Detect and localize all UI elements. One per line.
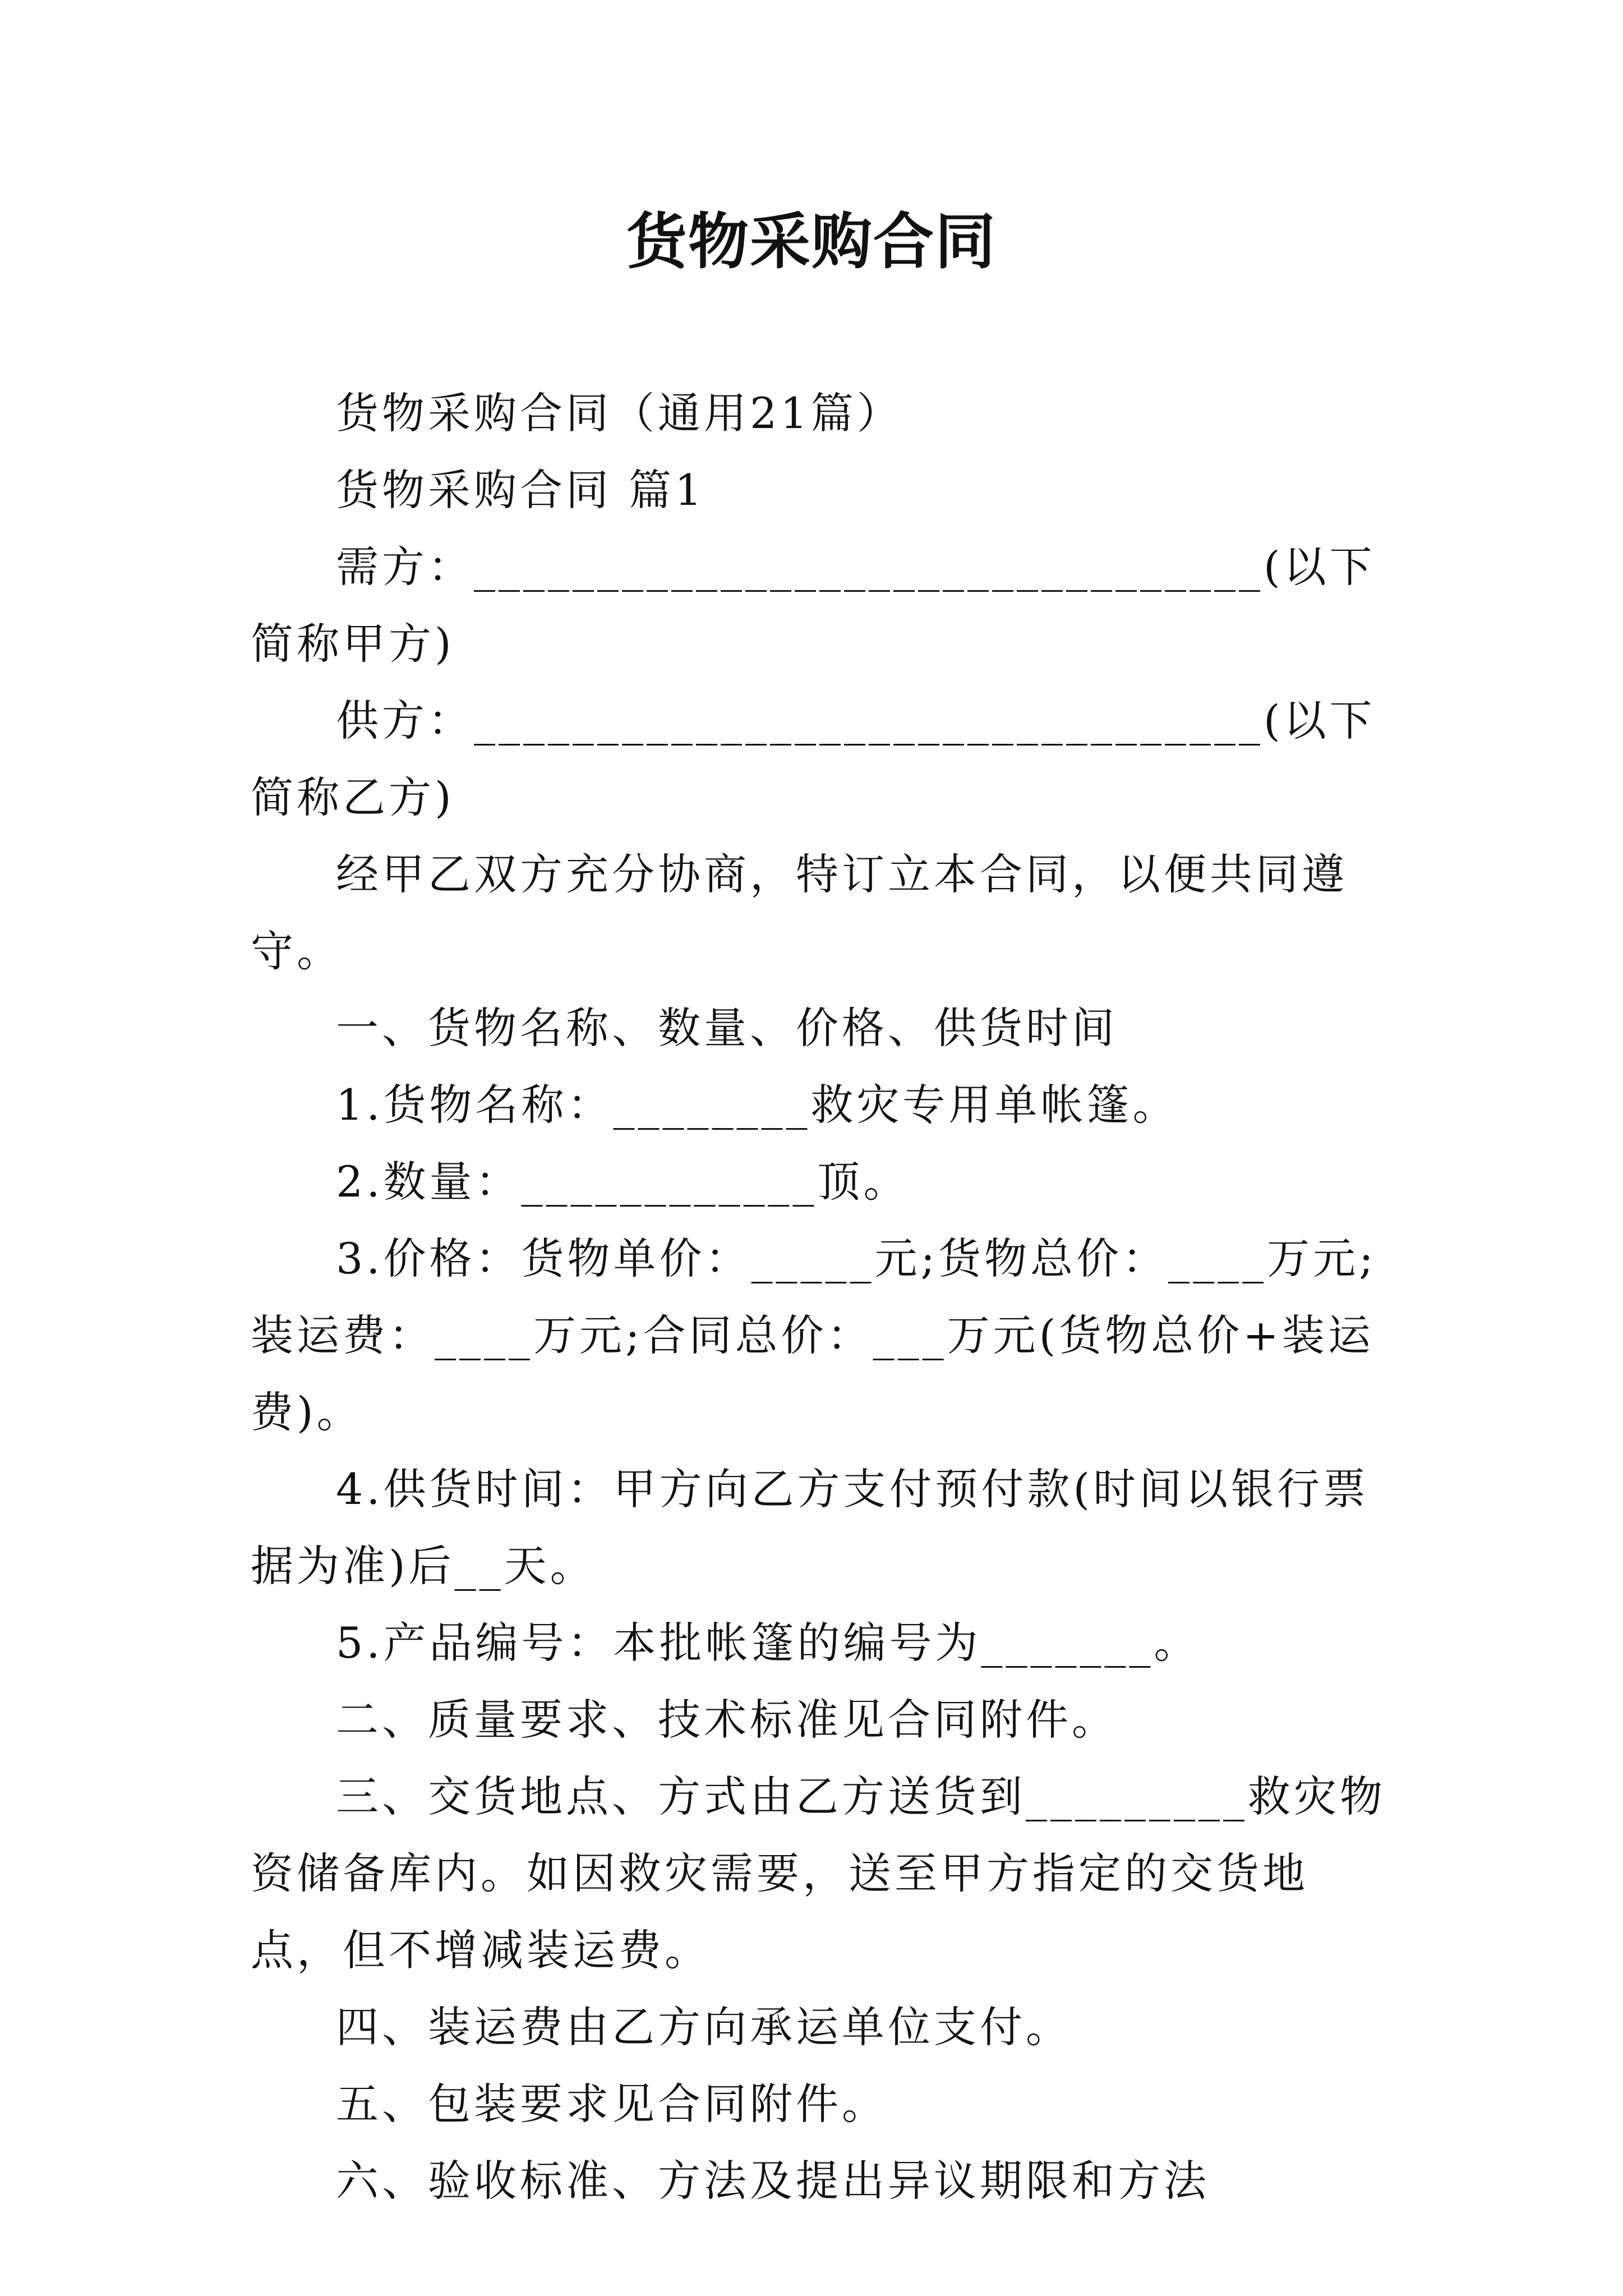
paragraph-subtitle: 货物采购合同（通用21篇） [336, 388, 903, 438]
paragraph-clause-5: 五、包装要求见合同附件。 [336, 2079, 888, 2129]
paragraph-clause-6: 六、验收标准、方法及提出异议期限和方法 [336, 2156, 1210, 2206]
paragraph-clause-2: 二、质量要求、技术标准见合同附件。 [336, 1695, 1118, 1745]
paragraph-item-3: 3.价格：货物单价：_____元;货物总价：____万元;装运费：____万元;合同总价：___万元(货物总价+装运费)。 [251, 1234, 1377, 1437]
paragraph-item-1: 1.货物名称：________救灾专用单帐篷。 [336, 1080, 1179, 1130]
paragraph-section-heading: 货物采购合同 篇1 [336, 465, 706, 515]
paragraph-item-2: 2.数量：____________顶。 [336, 1157, 910, 1207]
paragraph-clause-3: 三、交货地点、方式由乙方送货到_________救灾物资储备库内。如因救灾需要，送至甲方指定的交货地点，但不增减装运费。 [251, 1772, 1386, 1975]
paragraph-clause-1: 一、货物名称、数量、价格、供货时间 [336, 1003, 1118, 1053]
paragraph-supplier: 供方：________________________________(以下简称乙方) [251, 696, 1376, 822]
paragraph-agreement: 经甲乙双方充分协商，特订立本合同，以便共同遵守。 [251, 849, 1348, 976]
paragraph-clause-4: 四、装运费由乙方向承运单位支付。 [336, 2002, 1072, 2052]
document-title: 货物采购合同 [626, 207, 997, 277]
paragraph-item-5: 5.产品编号：本批帐篷的编号为_______。 [336, 1618, 1200, 1668]
paragraph-buyer: 需方：________________________________(以下简称甲方) [251, 542, 1376, 669]
document-body [251, 375, 1389, 2219]
paragraph-item-4: 4.供货时间：甲方向乙方支付预付款(时间以银行票据为准)后__天。 [251, 1464, 1370, 1591]
